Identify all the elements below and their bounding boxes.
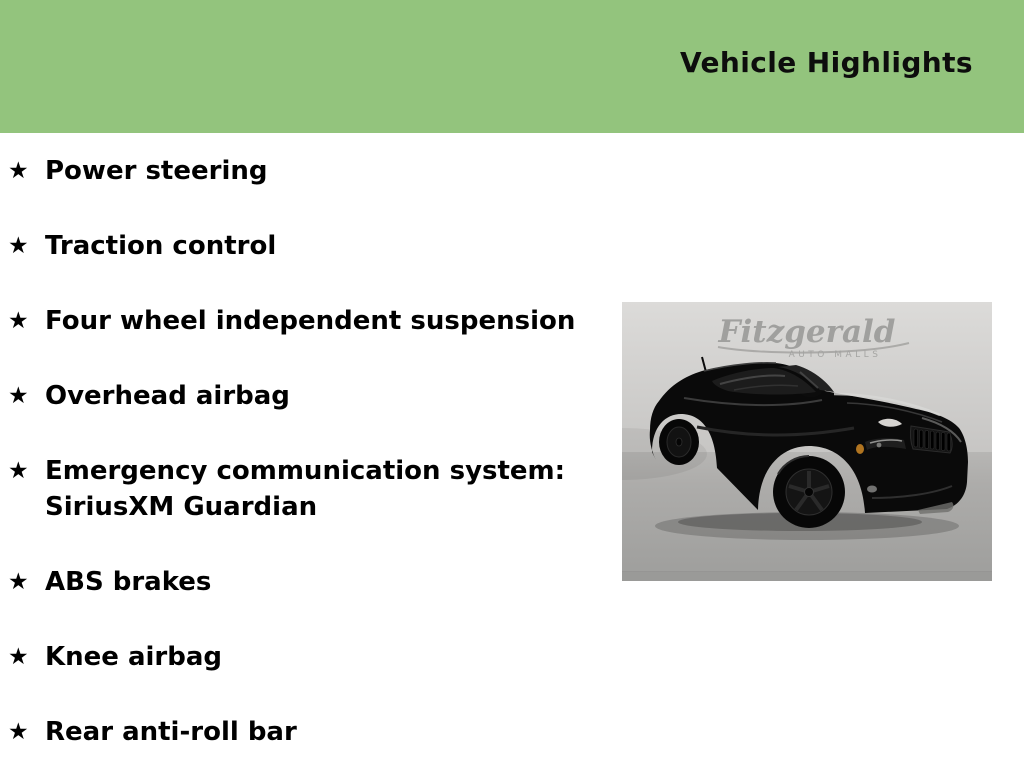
rear-wheel: [659, 419, 699, 465]
star-bullet-icon: ★: [8, 233, 29, 259]
feature-text: Emergency communication system: SiriusXM Guardian: [45, 456, 566, 522]
star-bullet-icon: ★: [8, 383, 29, 409]
feature-text: ABS brakes: [45, 567, 212, 597]
feature-item: [8, 714, 605, 750]
vehicle-photo: [622, 302, 992, 581]
feature-item: [8, 303, 605, 339]
feature-item: [8, 228, 605, 264]
feature-text: Rear anti-roll bar: [45, 717, 297, 747]
feature-text: Traction control: [45, 231, 277, 261]
feature-item: [8, 453, 605, 525]
star-bullet-icon: ★: [8, 569, 29, 595]
front-wheel: [773, 456, 845, 528]
feature-item: [8, 378, 605, 414]
feature-text: Power steering: [45, 156, 268, 186]
feature-item: [8, 153, 605, 189]
star-bullet-icon: ★: [8, 458, 29, 484]
feature-text: Four wheel independent suspension: [45, 306, 576, 336]
watermark-tagline-text: AUTO MALLS: [788, 350, 882, 360]
feature-item: [8, 564, 605, 600]
car-illustration: [622, 302, 992, 581]
star-bullet-icon: ★: [8, 644, 29, 670]
feature-text: Overhead airbag: [45, 381, 290, 411]
feature-list: [0, 133, 605, 768]
feature-item: [8, 639, 605, 675]
amber-marker: [856, 444, 864, 454]
feature-text: Knee airbag: [45, 642, 223, 672]
star-bullet-icon: ★: [8, 158, 29, 184]
star-bullet-icon: ★: [8, 308, 29, 334]
star-bullet-icon: ★: [8, 719, 29, 745]
header-band: [0, 0, 1024, 133]
watermark-brand-text: Fitzgerald: [718, 314, 896, 350]
page-title: Vehicle Highlights: [679, 46, 973, 79]
